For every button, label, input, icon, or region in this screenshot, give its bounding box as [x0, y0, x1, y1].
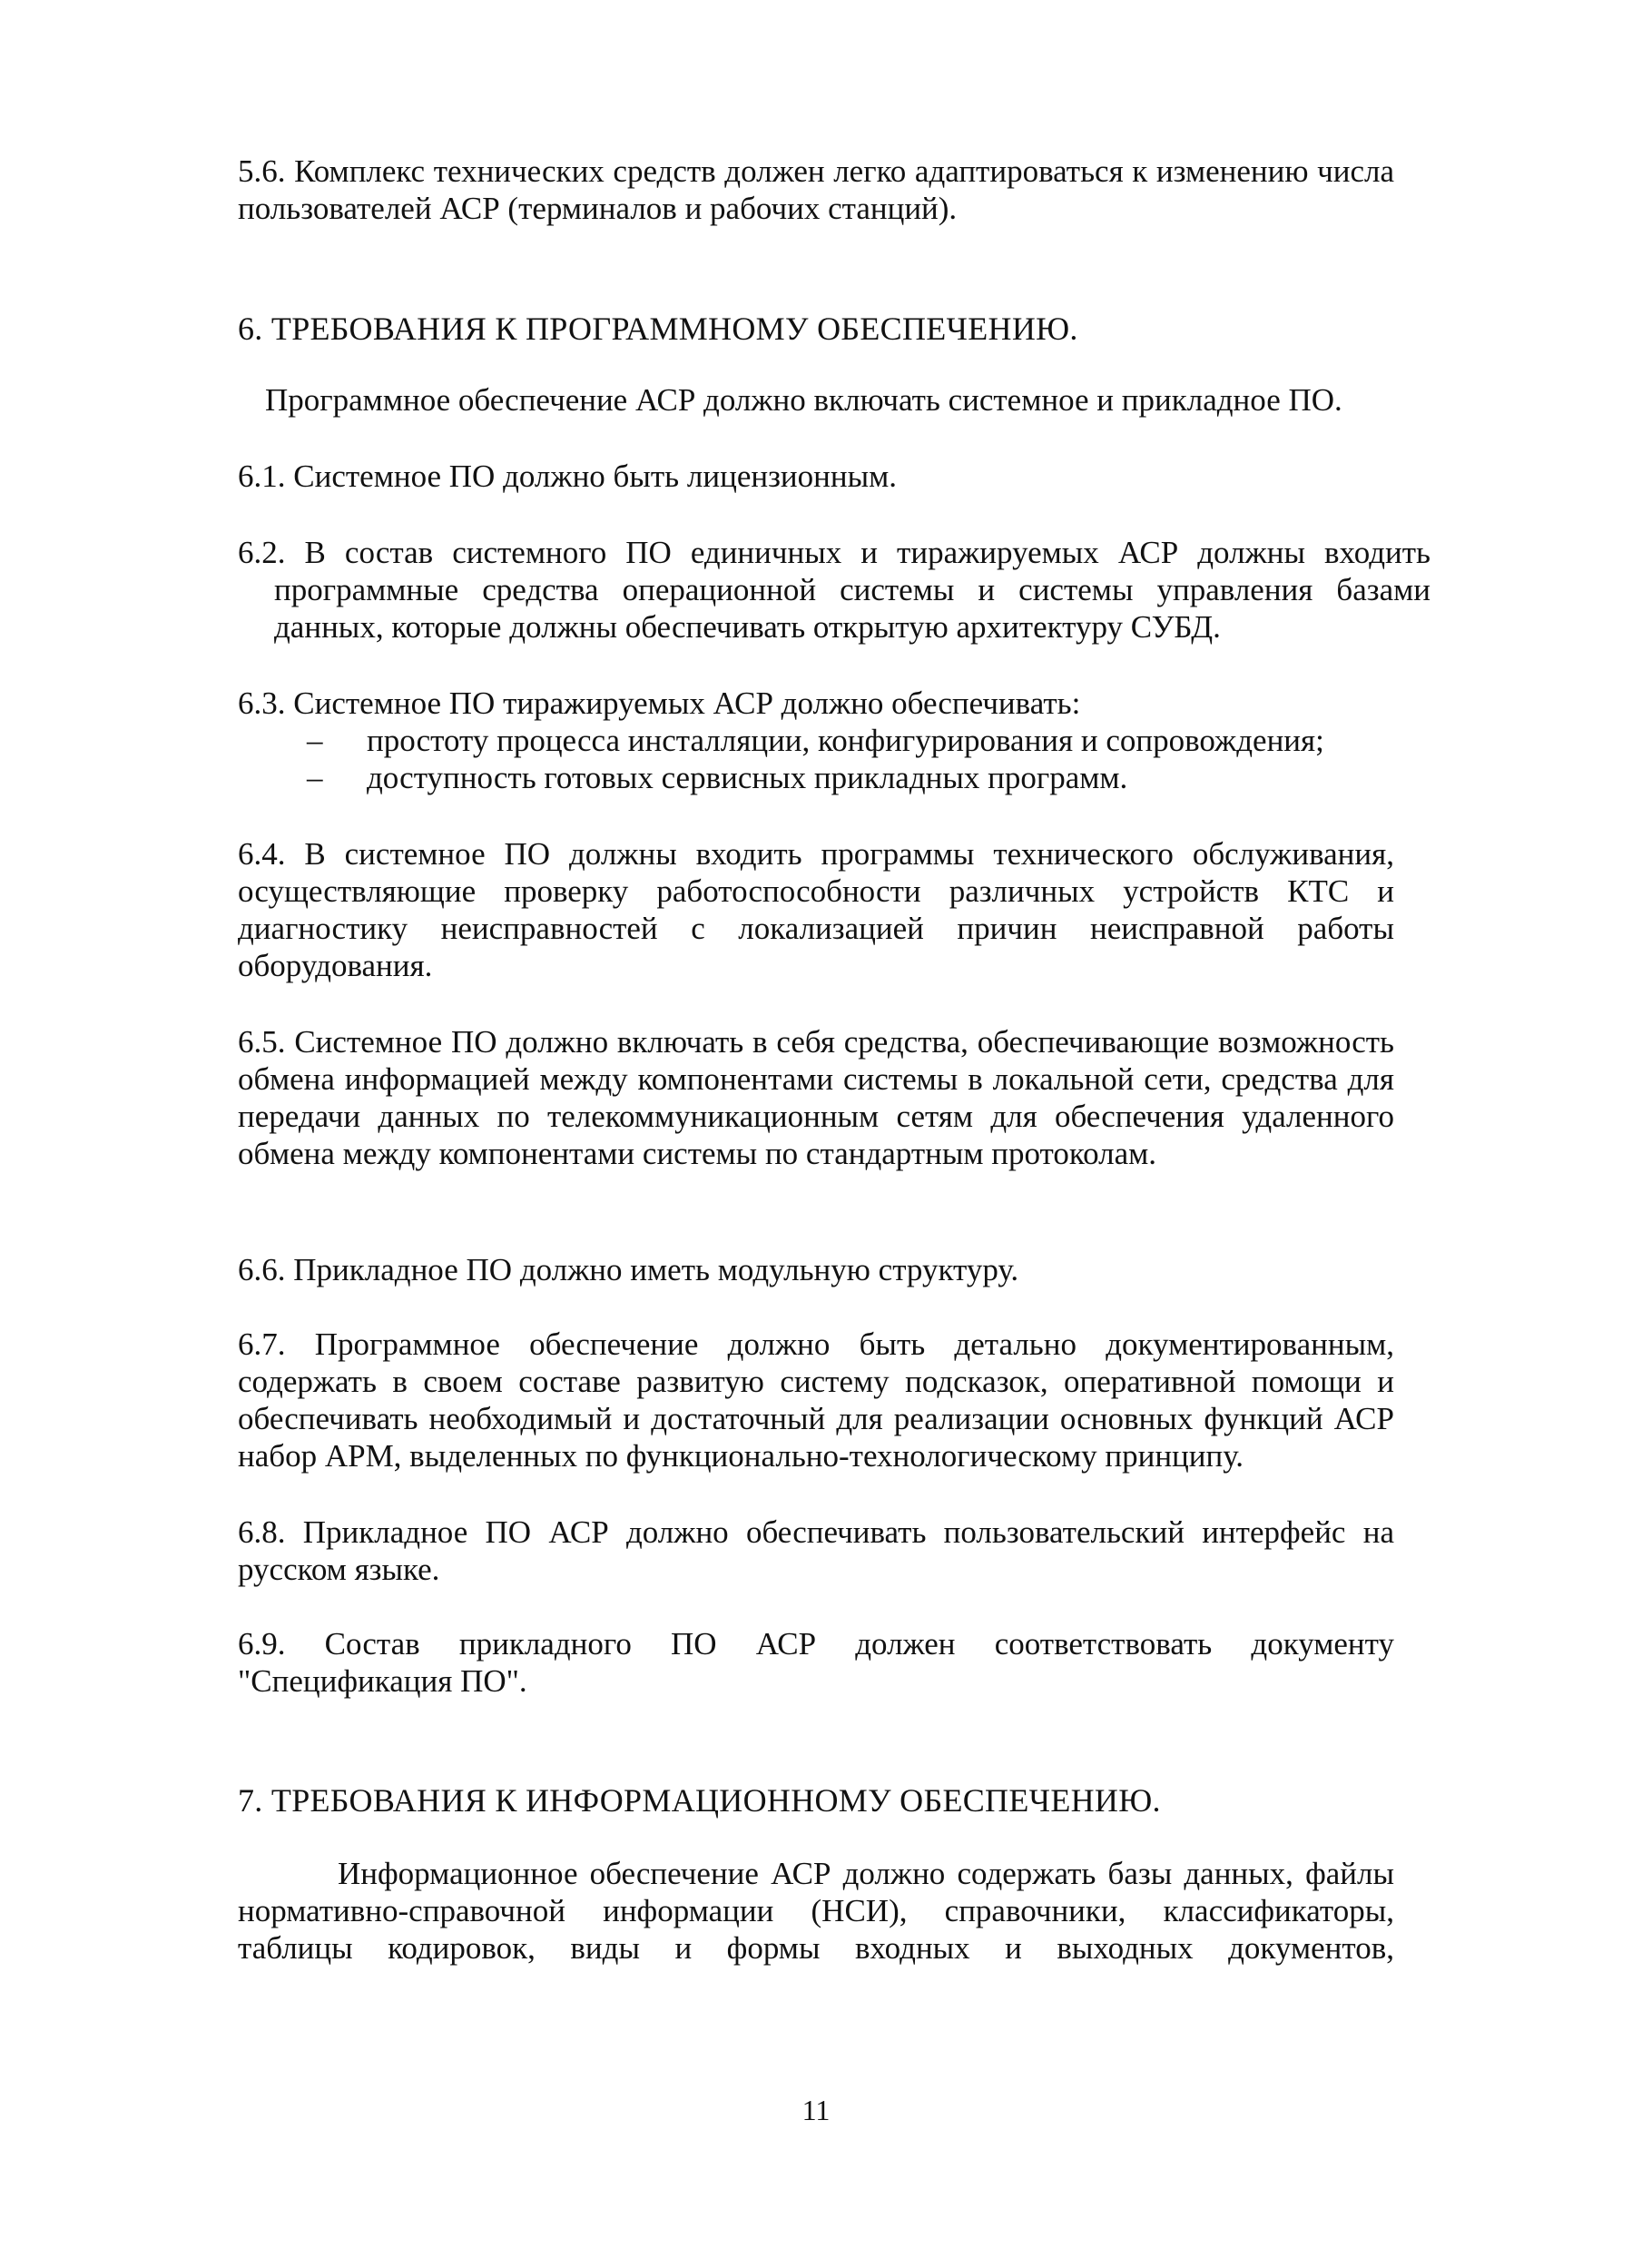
list-item-text: доступность готовых сервисных прикладных программ. [367, 760, 1128, 795]
paragraph-6-1-text: 6.1. Системное ПО должно быть лицензионным. [238, 459, 898, 494]
section-6-heading: 6. ТРЕБОВАНИЯ К ПРОГРАММНОМУ ОБЕСПЕЧЕНИЮ. [238, 311, 1078, 347]
paragraph-6-7 [238, 1326, 1394, 1474]
list-dash: – [307, 760, 323, 795]
list-item [238, 722, 1394, 759]
paragraph-6-6 [238, 1251, 1394, 1288]
paragraph-6-3 [238, 685, 1394, 796]
paragraph-6-9 [238, 1625, 1394, 1700]
paragraph-5-6 [238, 153, 1394, 227]
paragraph-7-intro [238, 1855, 1394, 1967]
paragraph-6-5 [238, 1023, 1394, 1172]
paragraph-7-intro-text: Информационное обеспечение АСР должно содержать базы данных, файлы нормативно-справочной информации (НСИ), справочники, классификаторы, таблицы кодировок, виды и формы входных и выходных документов, [238, 1856, 1394, 1966]
list-dash: – [307, 723, 323, 758]
paragraph-6-intro [238, 381, 1394, 419]
page-number: 11 [801, 2094, 831, 2126]
paragraph-6-3-text: 6.3. Системное ПО тиражируемых АСР должно обеспечивать: [238, 685, 1081, 721]
list-item-text: простоту процесса инсталляции, конфигурирования и сопровождения; [367, 723, 1324, 758]
paragraph-6-9-text: 6.9. Состав прикладного ПО АСР должен соответствовать документу "Спецификация ПО". [238, 1626, 1394, 1699]
paragraph-6-2 [238, 534, 1430, 646]
paragraph-6-4 [238, 835, 1394, 984]
paragraph-6-6-text: 6.6. Прикладное ПО должно иметь модульную структуру. [238, 1252, 1019, 1287]
list-item [238, 759, 1394, 796]
section-7-heading: 7. ТРЕБОВАНИЯ К ИНФОРМАЦИОННОМУ ОБЕСПЕЧЕНИЮ. [238, 1782, 1161, 1819]
paragraph-5-6-text: 5.6. Комплекс технических средств должен легко адаптироваться к изменению числа пользователей АСР (терминалов и рабочих станций). [238, 153, 1394, 226]
paragraph-6-5-text: 6.5. Системное ПО должно включать в себя средства, обеспечивающие возможность обмена информацией между компонентами системы в локальной сети, средства для передачи данных по телекоммуникационным сетям для обеспечения удаленного обмена между компонентами системы по стандартным протоколам. [238, 1024, 1394, 1171]
paragraph-6-intro-text: Программное обеспечение АСР должно включать системное и прикладное ПО. [265, 382, 1342, 418]
paragraph-6-7-text: 6.7. Программное обеспечение должно быть детально документированным, содержать в своем составе развитую систему подсказок, оперативной помощи и обеспечивать необходимый и достаточный для реализации основных функций АСР набор АРМ, выделенных по функционально-технологическому принципу. [238, 1326, 1394, 1474]
paragraph-6-8-text: 6.8. Прикладное ПО АСР должно обеспечивать пользовательский интерфейс на русском языке. [238, 1514, 1394, 1587]
paragraph-6-2-text: 6.2. В состав системного ПО единичных и тиражируемых АСР должны входить программные средства операционной системы и системы управления базами данных, которые должны обеспечивать открытую архитектуру СУБД. [238, 535, 1430, 645]
paragraph-6-8 [238, 1514, 1394, 1588]
paragraph-6-3-list [238, 722, 1394, 796]
paragraph-6-4-text: 6.4. В системное ПО должны входить программы технического обслуживания, осуществляющие проверку работоспособности различных устройств КТС и диагностику неисправностей с локализацией причин неисправной работы оборудования. [238, 836, 1394, 983]
paragraph-6-1 [238, 458, 1394, 495]
